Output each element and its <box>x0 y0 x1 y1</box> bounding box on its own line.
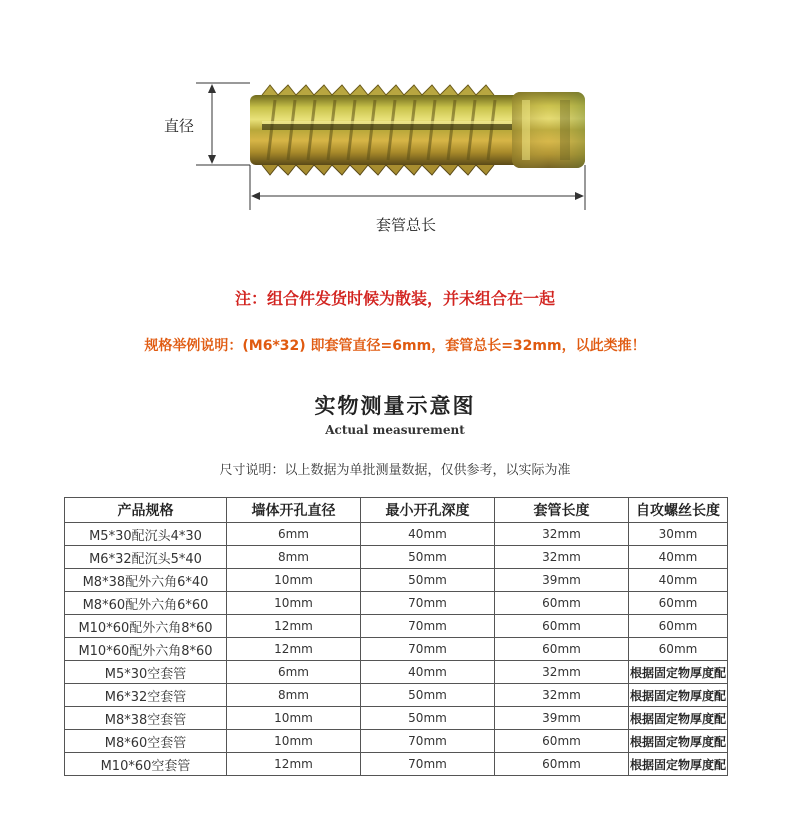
cell-product: M10*60配外六角8*60 <box>65 615 227 638</box>
cell-hole-diameter: 10mm <box>227 569 361 592</box>
cell-hole-diameter: 8mm <box>227 546 361 569</box>
cell-sleeve-length: 32mm <box>495 684 629 707</box>
anchor-sleeve <box>250 85 585 175</box>
cell-hole-diameter: 12mm <box>227 638 361 661</box>
cell-product: M10*60配外六角8*60 <box>65 638 227 661</box>
cell-hole-depth: 70mm <box>361 638 495 661</box>
cell-product: M6*32空套管 <box>65 684 227 707</box>
header-product-spec: 产品规格 <box>65 498 227 523</box>
cell-sleeve-length: 60mm <box>495 638 629 661</box>
cell-sleeve-length: 60mm <box>495 592 629 615</box>
table-row <box>65 569 728 592</box>
cell-hole-depth: 50mm <box>361 569 495 592</box>
cell-hole-diameter: 10mm <box>227 730 361 753</box>
bulk-shipping-note: 注：组合件发货时候为散装，并未组合在一起 <box>234 289 555 308</box>
table-row <box>65 638 728 661</box>
cell-sleeve-length: 60mm <box>495 615 629 638</box>
cell-hole-diameter: 12mm <box>227 753 361 776</box>
cell-screw-length: 30mm <box>629 523 728 546</box>
cell-sleeve-length: 32mm <box>495 661 629 684</box>
table-row <box>65 730 728 753</box>
table-row <box>65 707 728 730</box>
cell-hole-depth: 50mm <box>361 707 495 730</box>
cell-hole-depth: 40mm <box>361 523 495 546</box>
cell-screw-length: 根据固定物厚度配 <box>629 661 728 684</box>
section-title: 实物测量示意图 <box>314 394 476 418</box>
diameter-dimension <box>196 83 250 165</box>
cell-screw-length: 根据固定物厚度配 <box>629 730 728 753</box>
cell-hole-depth: 70mm <box>361 730 495 753</box>
cell-sleeve-length: 39mm <box>495 707 629 730</box>
table-row <box>65 592 728 615</box>
cell-product: M6*32配沉头5*40 <box>65 546 227 569</box>
cell-hole-diameter: 8mm <box>227 684 361 707</box>
cell-hole-depth: 50mm <box>361 546 495 569</box>
table-row <box>65 753 728 776</box>
cell-hole-diameter: 10mm <box>227 592 361 615</box>
length-dimension <box>250 165 585 210</box>
header-sleeve-length: 套管长度 <box>495 498 629 523</box>
cell-hole-depth: 50mm <box>361 684 495 707</box>
cell-hole-depth: 40mm <box>361 661 495 684</box>
cell-hole-depth: 70mm <box>361 592 495 615</box>
cell-product: M8*38空套管 <box>65 707 227 730</box>
cell-product: M8*38配外六角6*40 <box>65 569 227 592</box>
section-subtitle: Actual measurement <box>325 423 465 437</box>
cell-screw-length: 根据固定物厚度配 <box>629 753 728 776</box>
header-hole-diameter: 墙体开孔直径 <box>227 498 361 523</box>
spec-table <box>64 497 728 776</box>
cell-product: M5*30配沉头4*30 <box>65 523 227 546</box>
spec-example-note: 规格举例说明：(M6*32) 即套管直径=6mm，套管总长=32mm，以此类推！ <box>144 338 646 354</box>
cell-sleeve-length: 60mm <box>495 753 629 776</box>
cell-screw-length: 60mm <box>629 592 728 615</box>
cell-screw-length: 根据固定物厚度配 <box>629 707 728 730</box>
measurement-diagram <box>0 0 790 260</box>
cell-sleeve-length: 60mm <box>495 730 629 753</box>
cell-hole-depth: 70mm <box>361 615 495 638</box>
cell-hole-diameter: 10mm <box>227 707 361 730</box>
header-screw-length: 自攻螺丝长度 <box>629 498 728 523</box>
cell-product: M8*60配外六角6*60 <box>65 592 227 615</box>
cell-sleeve-length: 32mm <box>495 523 629 546</box>
cell-screw-length: 40mm <box>629 546 728 569</box>
cell-sleeve-length: 32mm <box>495 546 629 569</box>
table-row <box>65 661 728 684</box>
cell-hole-diameter: 6mm <box>227 523 361 546</box>
table-row <box>65 615 728 638</box>
cell-product: M5*30空套管 <box>65 661 227 684</box>
table-row <box>65 684 728 707</box>
measurement-disclaimer: 尺寸说明：以上数据为单批测量数据，仅供参考，以实际为准 <box>219 463 571 478</box>
cell-screw-length: 60mm <box>629 638 728 661</box>
cell-hole-diameter: 12mm <box>227 615 361 638</box>
total-length-label: 套管总长 <box>376 216 437 234</box>
cell-hole-diameter: 6mm <box>227 661 361 684</box>
cell-screw-length: 40mm <box>629 569 728 592</box>
header-min-hole-depth: 最小开孔深度 <box>361 498 495 523</box>
cell-screw-length: 60mm <box>629 615 728 638</box>
table-row <box>65 523 728 546</box>
table-row <box>65 546 728 569</box>
cell-hole-depth: 70mm <box>361 753 495 776</box>
cell-product: M8*60空套管 <box>65 730 227 753</box>
diameter-label: 直径 <box>164 117 195 135</box>
table-header-row <box>65 498 728 523</box>
cell-screw-length: 根据固定物厚度配 <box>629 684 728 707</box>
cell-product: M10*60空套管 <box>65 753 227 776</box>
cell-sleeve-length: 39mm <box>495 569 629 592</box>
